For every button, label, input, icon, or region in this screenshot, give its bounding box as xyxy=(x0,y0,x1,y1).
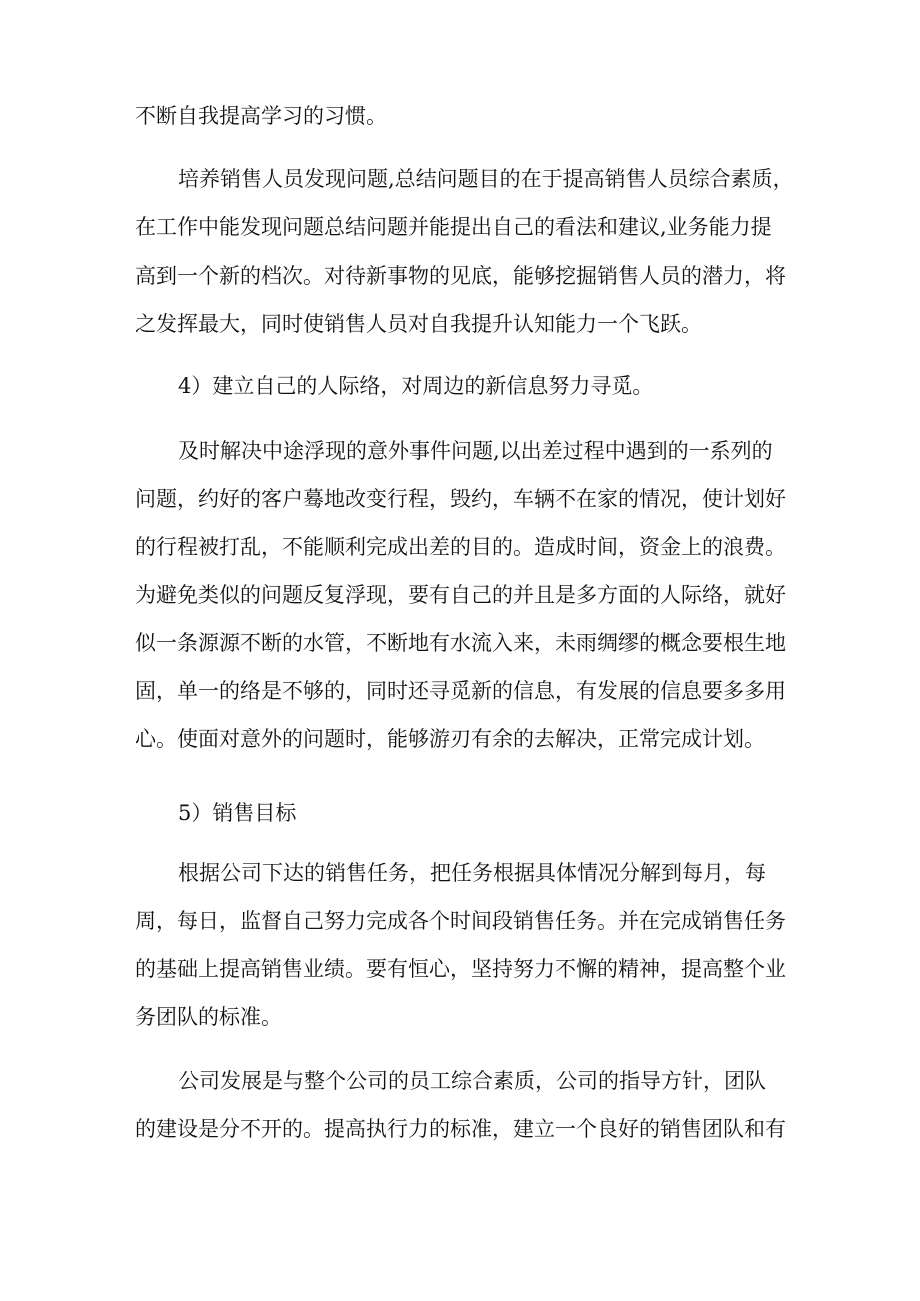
paragraph-line: 培养销售人员发现问题,总结问题目的在于提高销售人员综合素质， xyxy=(178,167,794,191)
paragraph-line: 务团队的标准。 xyxy=(135,1005,282,1029)
paragraph-line: 为避免类似的问题反复浮现，要有自己的并且是多方面的人际络，就好 xyxy=(135,583,786,607)
paragraph-line: 及时解决中途浮现的意外事件问题,以出差过程中遇到的一系列的 xyxy=(178,439,773,463)
paragraph-line: 之发挥最大，同时使销售人员对自我提升认知能力一个飞跃。 xyxy=(135,312,702,336)
paragraph-line: 似一条源源不断的水管，不断地有水流入来，未雨绸缪的概念要根生地 xyxy=(135,631,786,655)
paragraph-line: 周，每日，监督自己努力完成各个时间段销售任务。并在完成销售任务 xyxy=(135,909,786,933)
paragraph-line: 固，单一的络是不够的，同时还寻觅新的信息，有发展的信息要多多用 xyxy=(135,679,786,703)
section-heading: 4）建立自己的人际络，对周边的新信息努力寻觅。 xyxy=(178,374,654,398)
section-heading: 5）销售目标 xyxy=(178,801,297,825)
paragraph-line: 在工作中能发现问题总结问题并能提出自己的看法和建议,业务能力提 xyxy=(135,215,772,239)
paragraph-line: 问题，约好的客户蓦地改变行程，毁约，车辆不在家的情况，使计划好 xyxy=(135,487,786,511)
paragraph-line: 的行程被打乱，不能顺利完成出差的目的。造成时间，资金上的浪费。 xyxy=(135,535,786,559)
paragraph-line: 根据公司下达的销售任务，把任务根据具体情况分解到每月，每 xyxy=(178,861,766,885)
paragraph-line: 的基础上提高销售业绩。要有恒心，坚持努力不懈的精神，提高整个业 xyxy=(135,957,786,981)
paragraph-line: 心。使面对意外的问题时，能够游刃有余的去解决，正常完成计划。 xyxy=(135,727,765,751)
paragraph-line: 的建设是分不开的。提高执行力的标准，建立一个良好的销售团队和有 xyxy=(135,1117,786,1141)
paragraph-line: 不断自我提高学习的习惯。 xyxy=(135,104,387,128)
paragraph-line: 公司发展是与整个公司的员工综合素质，公司的指导方针，团队 xyxy=(178,1069,766,1093)
paragraph-line: 高到一个新的档次。对待新事物的见底，能够挖掘销售人员的潜力，将 xyxy=(135,264,786,288)
